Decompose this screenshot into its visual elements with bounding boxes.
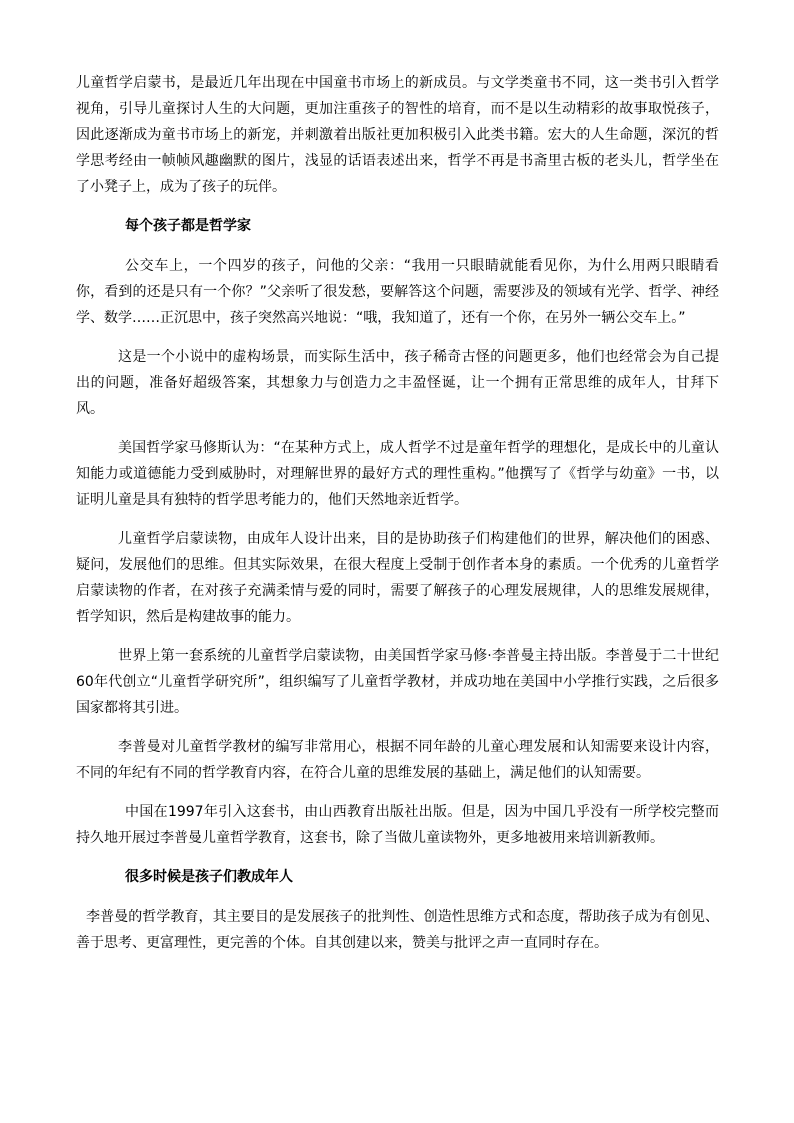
- section-heading-every-child-philosopher: 每个孩子都是哲学家: [125, 218, 251, 234]
- section-heading-children-teach-adults: 很多时候是孩子们教成年人: [125, 869, 293, 885]
- body-paragraph: 李普曼的哲学教育，其主要目的是发展孩子的批判性、创造性思维方式和态度，帮助孩子成为有创见、善于思考、更富理性，更完善的个体。自其创建以来，赞美与批评之声一直同时存在。: [76, 909, 719, 951]
- body-paragraph: 这是一个小说中的虚构场景，而实际生活中，孩子稀奇古怪的问题更多，他们也经常会为自己提出的问题，准备好超级答案，其想象力与创造力之丰盈怪诞，让一个拥有正常思维的成年人，甘拜下风。: [76, 349, 719, 417]
- body-paragraph: 李普曼对儿童哲学教材的编写非常用心，根据不同年龄的儿童心理发展和认知需要来设计内容，不同的年纪有不同的哲学教育内容，在符合儿童的思维发展的基础上，满足他们的认知需要。: [76, 739, 719, 781]
- intro-paragraph: 儿童哲学启蒙书，是最近几年出现在中国童书市场上的新成员。与文学类童书不同，这一类书引入哲学视角，引导儿童探讨人生的大问题，更加注重孩子的智性的培育，而不是以生动精彩的故事取悦孩子，因此逐渐成为童书市场上的新宠，并刺激着出版社更加积极引入此类书籍。宏大的人生命题，深沉的哲学思考经由一帧帧风趣幽默的图片，浅显的话语表述出来，哲学不再是书斋里古板的老头儿，哲学坐在了小凳子上，成为了孩子的玩伴。: [76, 75, 719, 195]
- body-paragraph: 世界上第一套系统的儿童哲学启蒙读物，由美国哲学家马修·李普曼主持出版。李普曼于二十世纪60年代创立“儿童哲学研究所”，组织编写了儿童哲学教材，并成功地在美国中小学推行实践，之后很多国家都将其引进。: [76, 648, 719, 716]
- body-paragraph: 中国在1997年引入这套书，由山西教育出版社出版。但是，因为中国几乎没有一所学校完整而持久地开展过李普曼儿童哲学教育，这套书，除了当做儿童读物外，更多地被用来培训新教师。: [76, 804, 719, 846]
- body-paragraph: 美国哲学家马修斯认为：“在某种方式上，成人哲学不过是童年哲学的理想化，是成长中的儿童认知能力或道德能力受到威胁时，对理解世界的最好方式的理性重构。”他撰写了《哲学与幼童》一书，以证明儿童是具有独特的哲学思考能力的，他们天然地亲近哲学。: [76, 440, 719, 508]
- document-page: [76, 70, 719, 969]
- body-paragraph: 公交车上，一个四岁的孩子，问他的父亲：“我用一只眼睛就能看见你，为什么用两只眼睛看你，看到的还是只有一个你？”父亲听了很发愁，要解答这个问题，需要涉及的领域有光学、哲学、神经学、数学……正沉思中，孩子突然高兴地说：“哦，我知道了，还有一个你，在另外一辆公交车上。”: [76, 258, 719, 326]
- body-paragraph: 儿童哲学启蒙读物，由成年人设计出来，目的是协助孩子们构建他们的世界，解决他们的困惑、疑问，发展他们的思维。但其实际效果，在很大程度上受制于创作者本身的素质。一个优秀的儿童哲学启蒙读物的作者，在对孩子充满柔情与爱的同时，需要了解孩子的心理发展规律，人的思维发展规律，哲学知识，然后是构建故事的能力。: [76, 531, 719, 625]
